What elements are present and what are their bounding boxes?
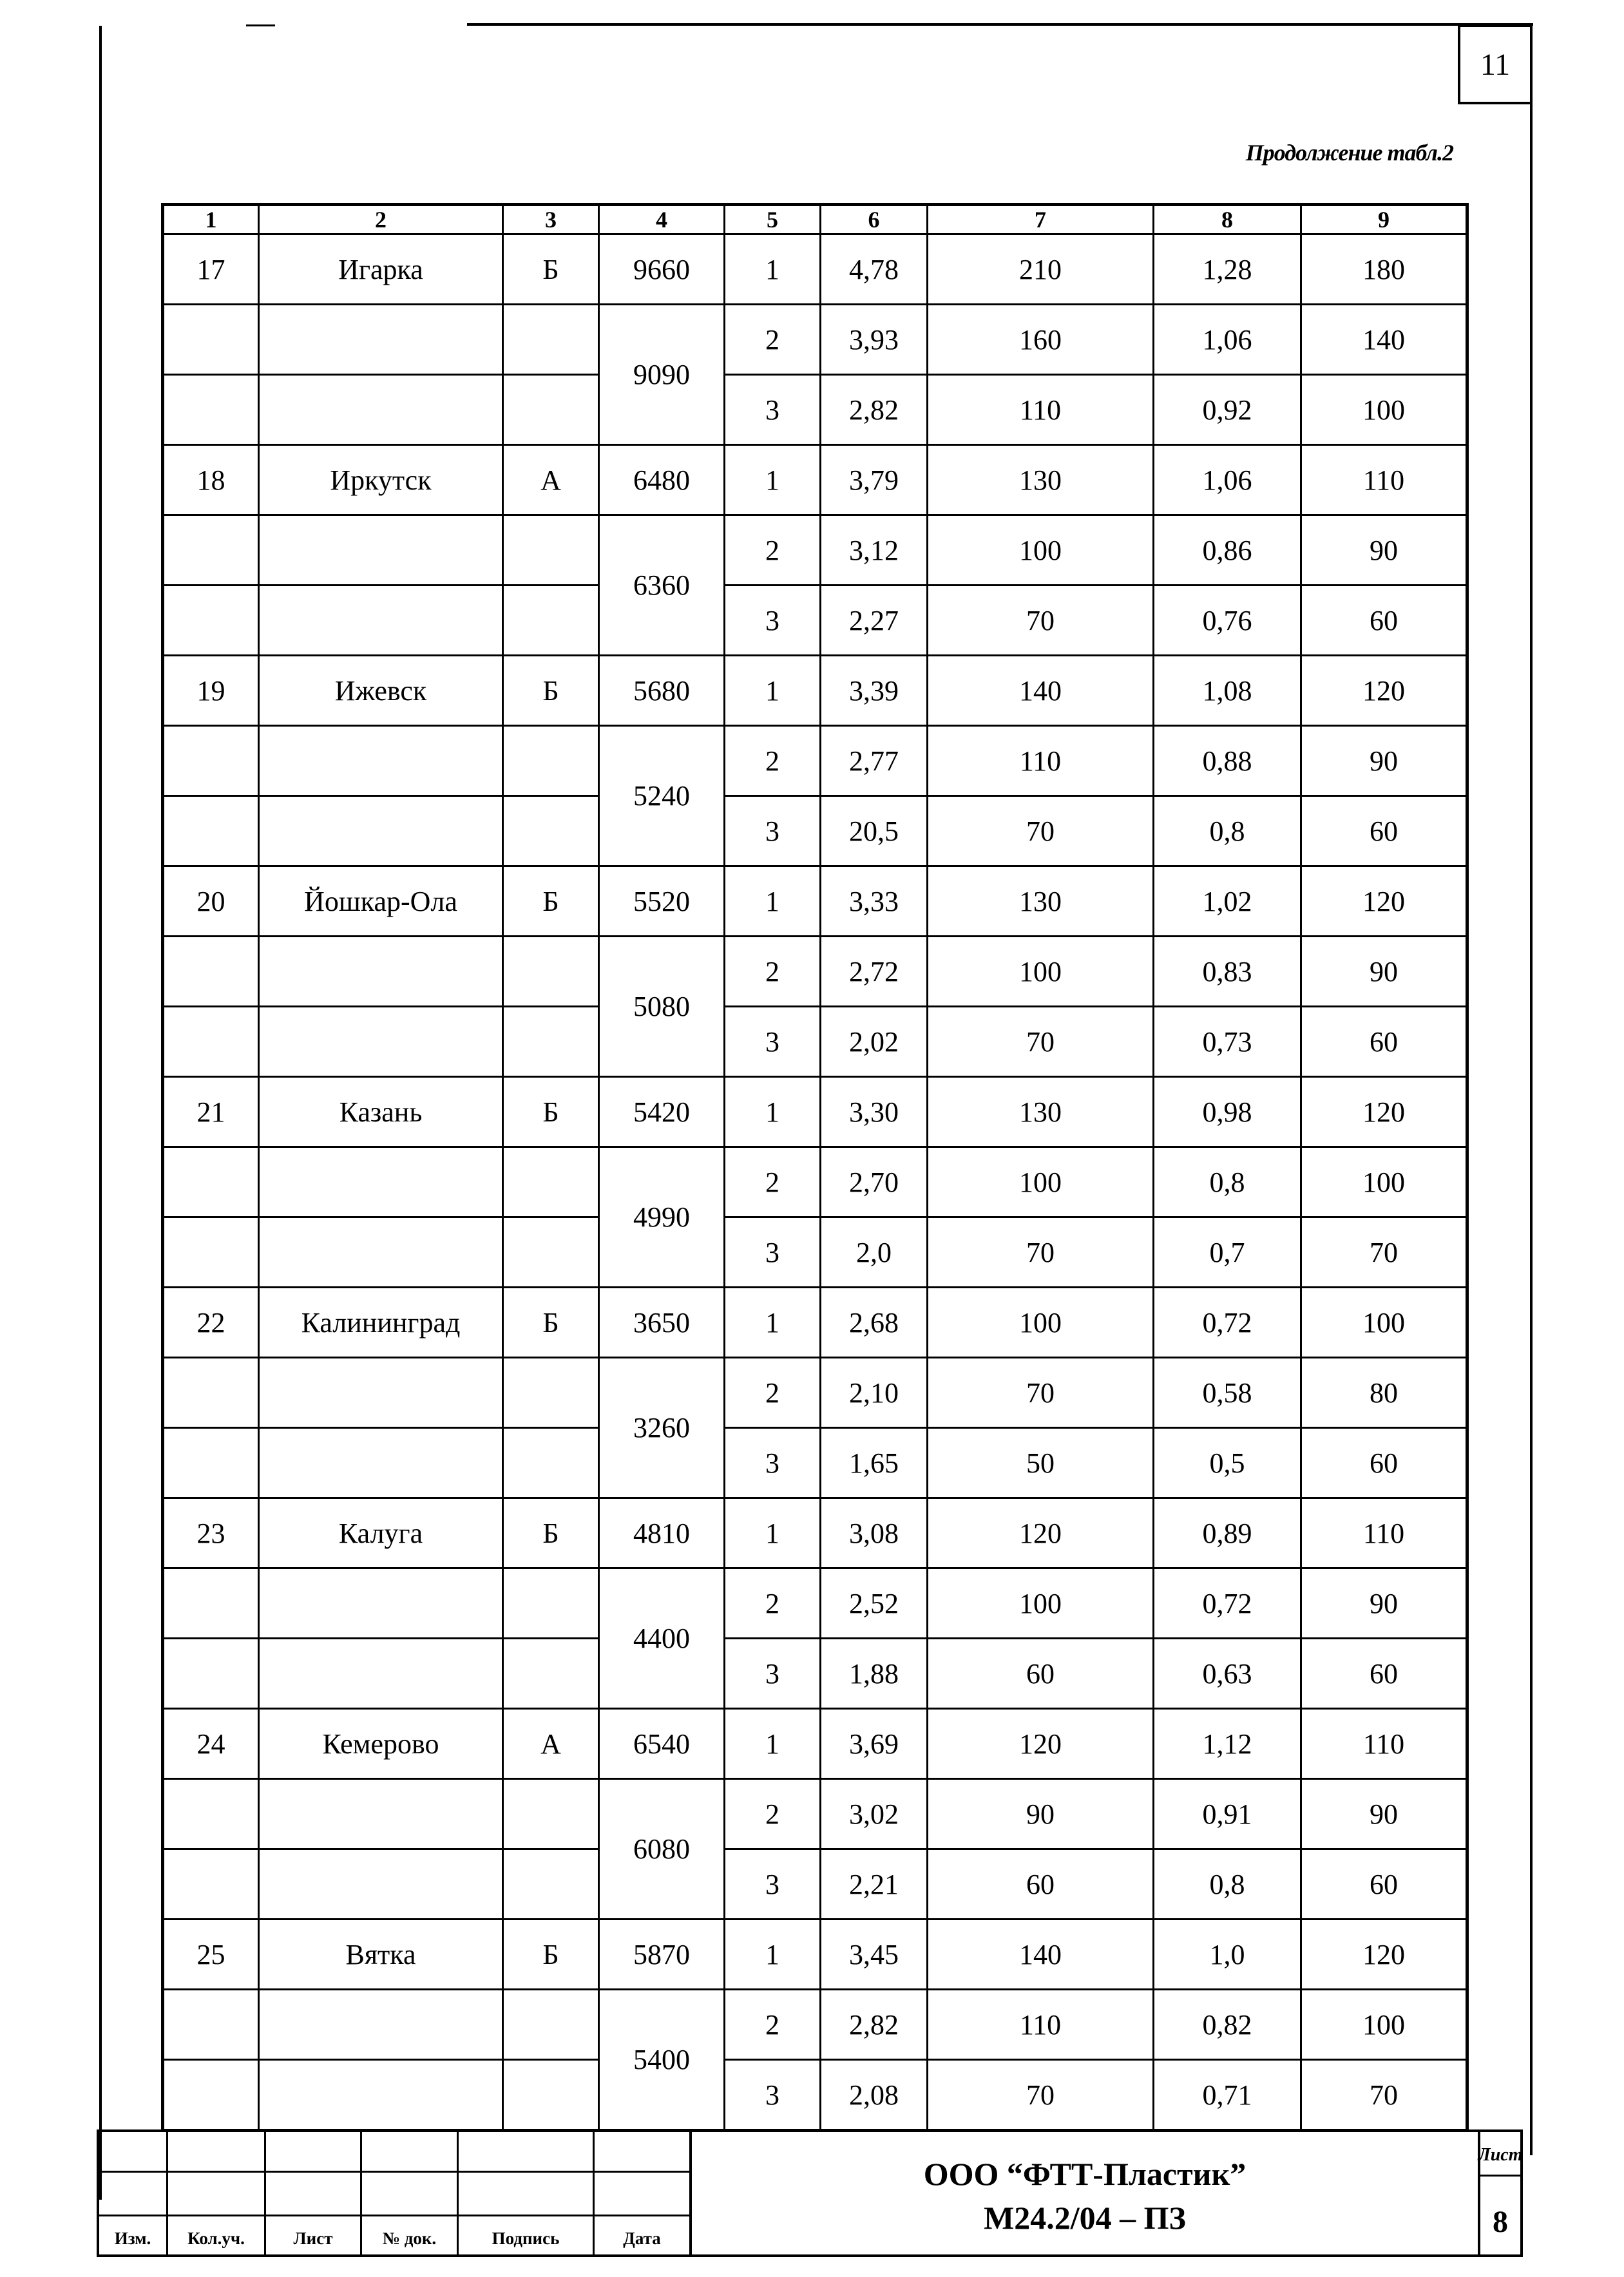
cell-col6: 2,68 bbox=[821, 1288, 928, 1358]
cell-col6: 2,77 bbox=[821, 726, 928, 796]
cell-city bbox=[259, 1849, 503, 1920]
cell-col7: 140 bbox=[928, 1920, 1154, 1990]
cell-col9: 90 bbox=[1301, 515, 1467, 586]
cell-col6: 1,65 bbox=[821, 1428, 928, 1498]
cell-col6: 3,39 bbox=[821, 656, 928, 726]
cell-col9: 120 bbox=[1301, 866, 1467, 937]
cell-city: Иркутск bbox=[259, 445, 503, 515]
cell-col7: 100 bbox=[928, 515, 1154, 586]
cell-col7: 70 bbox=[928, 586, 1154, 656]
cell-col5: 3 bbox=[725, 1849, 821, 1920]
cell-col4: 5520 bbox=[599, 866, 725, 937]
cell-city: Ижевск bbox=[259, 656, 503, 726]
cell-col9: 100 bbox=[1301, 1990, 1467, 2060]
cell-number: 25 bbox=[163, 1920, 259, 1990]
cell-col5: 3 bbox=[725, 796, 821, 866]
label-izm: Изм. bbox=[114, 2229, 151, 2248]
cell-city: Йошкар-Ола bbox=[259, 866, 503, 937]
cell-col9: 100 bbox=[1301, 375, 1467, 445]
cell-col5: 1 bbox=[725, 1498, 821, 1568]
cell-number bbox=[163, 1990, 259, 2060]
cell-col9: 110 bbox=[1301, 1498, 1467, 1568]
cell-col8: 1,28 bbox=[1154, 234, 1301, 305]
cell-col6: 3,08 bbox=[821, 1498, 928, 1568]
table-row bbox=[163, 937, 1467, 1007]
table-row bbox=[163, 1639, 1467, 1709]
cell-col7: 110 bbox=[928, 1990, 1154, 2060]
cell-col5: 1 bbox=[725, 1288, 821, 1358]
cell-col8: 0,98 bbox=[1154, 1077, 1301, 1147]
column-header: 5 bbox=[725, 205, 821, 234]
table-row bbox=[163, 1288, 1467, 1358]
cell-number bbox=[163, 375, 259, 445]
cell-col6: 4,78 bbox=[821, 234, 928, 305]
cell-zone bbox=[503, 1428, 599, 1498]
cell-zone: А bbox=[503, 445, 599, 515]
cell-city bbox=[259, 305, 503, 375]
cell-col5: 2 bbox=[725, 1990, 821, 2060]
cell-col4: 3260 bbox=[599, 1358, 725, 1498]
cell-col8: 0,8 bbox=[1154, 796, 1301, 866]
cell-city: Игарка bbox=[259, 234, 503, 305]
cell-zone bbox=[503, 1147, 599, 1217]
cell-col8: 1,06 bbox=[1154, 305, 1301, 375]
table-row bbox=[163, 1709, 1467, 1779]
cell-col8: 0,8 bbox=[1154, 1147, 1301, 1217]
table-row bbox=[163, 1990, 1467, 2060]
cell-col4: 5080 bbox=[599, 937, 725, 1077]
cell-col5: 1 bbox=[725, 866, 821, 937]
cell-city bbox=[259, 1217, 503, 1288]
cell-col4: 4990 bbox=[599, 1147, 725, 1288]
cell-col8: 0,82 bbox=[1154, 1990, 1301, 2060]
table-row bbox=[163, 445, 1467, 515]
cell-col5: 3 bbox=[725, 1428, 821, 1498]
table-row bbox=[163, 1358, 1467, 1428]
cell-zone bbox=[503, 1990, 599, 2060]
cell-city bbox=[259, 1147, 503, 1217]
table-row bbox=[163, 1007, 1467, 1077]
cell-col7: 70 bbox=[928, 2060, 1154, 2131]
table-header-row bbox=[163, 205, 1467, 234]
cell-col5: 1 bbox=[725, 234, 821, 305]
cell-col9: 120 bbox=[1301, 1920, 1467, 1990]
cell-zone bbox=[503, 2060, 599, 2131]
cell-col6: 3,93 bbox=[821, 305, 928, 375]
cell-number bbox=[163, 305, 259, 375]
cell-col6: 2,82 bbox=[821, 1990, 928, 2060]
cell-col6: 2,72 bbox=[821, 937, 928, 1007]
cell-col9: 60 bbox=[1301, 1428, 1467, 1498]
cell-number bbox=[163, 937, 259, 1007]
cell-number bbox=[163, 2060, 259, 2131]
cell-city: Калуга bbox=[259, 1498, 503, 1568]
cell-number bbox=[163, 1849, 259, 1920]
cell-col7: 100 bbox=[928, 937, 1154, 1007]
table-row bbox=[163, 1428, 1467, 1498]
cell-col7: 100 bbox=[928, 1288, 1154, 1358]
cell-zone bbox=[503, 1217, 599, 1288]
page-number-box bbox=[1458, 24, 1530, 104]
cell-city bbox=[259, 1568, 503, 1639]
cell-number bbox=[163, 1007, 259, 1077]
cell-col6: 3,79 bbox=[821, 445, 928, 515]
column-header: 1 bbox=[163, 205, 259, 234]
cell-col4: 5680 bbox=[599, 656, 725, 726]
cell-col8: 1,12 bbox=[1154, 1709, 1301, 1779]
cell-col9: 60 bbox=[1301, 1639, 1467, 1709]
cell-number: 22 bbox=[163, 1288, 259, 1358]
cell-city: Кемерово bbox=[259, 1709, 503, 1779]
cell-col6: 3,02 bbox=[821, 1779, 928, 1849]
cell-city bbox=[259, 2060, 503, 2131]
cell-city bbox=[259, 586, 503, 656]
cell-col7: 100 bbox=[928, 1147, 1154, 1217]
cell-col4: 3650 bbox=[599, 1288, 725, 1358]
label-date: Дата bbox=[623, 2229, 661, 2248]
cell-col8: 0,5 bbox=[1154, 1428, 1301, 1498]
cell-col8: 0,88 bbox=[1154, 726, 1301, 796]
cell-col5: 3 bbox=[725, 375, 821, 445]
cell-zone bbox=[503, 515, 599, 586]
cell-city bbox=[259, 1779, 503, 1849]
table-row bbox=[163, 796, 1467, 866]
cell-col7: 140 bbox=[928, 656, 1154, 726]
table-row bbox=[163, 515, 1467, 586]
cell-col8: 0,8 bbox=[1154, 1849, 1301, 1920]
cell-city bbox=[259, 1428, 503, 1498]
cell-number bbox=[163, 1428, 259, 1498]
cell-number: 17 bbox=[163, 234, 259, 305]
table-row bbox=[163, 305, 1467, 375]
cell-col4: 6540 bbox=[599, 1709, 725, 1779]
cell-col9: 60 bbox=[1301, 796, 1467, 866]
cell-zone bbox=[503, 1779, 599, 1849]
cell-col5: 2 bbox=[725, 726, 821, 796]
cell-zone: Б bbox=[503, 656, 599, 726]
cell-col8: 0,92 bbox=[1154, 375, 1301, 445]
cell-col6: 2,10 bbox=[821, 1358, 928, 1428]
cell-col5: 1 bbox=[725, 656, 821, 726]
cell-col6: 3,12 bbox=[821, 515, 928, 586]
cell-col9: 180 bbox=[1301, 234, 1467, 305]
cell-col6: 2,70 bbox=[821, 1147, 928, 1217]
table-row bbox=[163, 1920, 1467, 1990]
cell-col9: 80 bbox=[1301, 1358, 1467, 1428]
table-row bbox=[163, 726, 1467, 796]
cell-col4: 5400 bbox=[599, 1990, 725, 2131]
cell-col8: 0,73 bbox=[1154, 1007, 1301, 1077]
cell-number bbox=[163, 1358, 259, 1428]
cell-col7: 110 bbox=[928, 726, 1154, 796]
cell-col7: 60 bbox=[928, 1639, 1154, 1709]
cell-col7: 130 bbox=[928, 866, 1154, 937]
cell-col9: 140 bbox=[1301, 305, 1467, 375]
cell-col7: 100 bbox=[928, 1568, 1154, 1639]
cell-col9: 90 bbox=[1301, 1779, 1467, 1849]
cell-col7: 130 bbox=[928, 445, 1154, 515]
cell-col5: 3 bbox=[725, 1007, 821, 1077]
cell-col7: 130 bbox=[928, 1077, 1154, 1147]
cell-col9: 120 bbox=[1301, 656, 1467, 726]
page-number: 11 bbox=[1480, 47, 1511, 82]
table-row bbox=[163, 1217, 1467, 1288]
cell-col6: 2,02 bbox=[821, 1007, 928, 1077]
cell-number bbox=[163, 796, 259, 866]
cell-col7: 70 bbox=[928, 796, 1154, 866]
cell-zone bbox=[503, 375, 599, 445]
cell-zone: Б bbox=[503, 1920, 599, 1990]
cell-col8: 0,72 bbox=[1154, 1288, 1301, 1358]
cell-col9: 70 bbox=[1301, 1217, 1467, 1288]
organization-name: ООО “ФТТ-Пластик” bbox=[923, 2156, 1247, 2192]
cell-col6: 2,27 bbox=[821, 586, 928, 656]
cell-number bbox=[163, 726, 259, 796]
cell-city bbox=[259, 796, 503, 866]
cell-col8: 0,71 bbox=[1154, 2060, 1301, 2131]
data-table bbox=[161, 203, 1469, 2132]
cell-col8: 0,63 bbox=[1154, 1639, 1301, 1709]
cell-col8: 0,58 bbox=[1154, 1358, 1301, 1428]
cell-col9: 60 bbox=[1301, 1849, 1467, 1920]
cell-col8: 1,02 bbox=[1154, 866, 1301, 937]
cell-number: 18 bbox=[163, 445, 259, 515]
cell-col5: 2 bbox=[725, 1779, 821, 1849]
cell-number bbox=[163, 1217, 259, 1288]
cell-col4: 6480 bbox=[599, 445, 725, 515]
column-header: 9 bbox=[1301, 205, 1467, 234]
cell-zone bbox=[503, 1849, 599, 1920]
cell-col6: 3,69 bbox=[821, 1709, 928, 1779]
cell-zone: А bbox=[503, 1709, 599, 1779]
table-row bbox=[163, 1568, 1467, 1639]
cell-col5: 1 bbox=[725, 1709, 821, 1779]
cell-col7: 120 bbox=[928, 1498, 1154, 1568]
cell-col4: 5420 bbox=[599, 1077, 725, 1147]
table-row bbox=[163, 1498, 1467, 1568]
cell-col9: 70 bbox=[1301, 2060, 1467, 2131]
continuation-note: Продолжение табл.2 bbox=[1245, 140, 1453, 166]
cell-col4: 6360 bbox=[599, 515, 725, 656]
cell-zone bbox=[503, 305, 599, 375]
cell-zone: Б bbox=[503, 1077, 599, 1147]
label-kol-uch: Кол.уч. bbox=[187, 2229, 245, 2248]
cell-col6: 3,30 bbox=[821, 1077, 928, 1147]
frame-right-border bbox=[1530, 23, 1533, 2155]
cell-col9: 100 bbox=[1301, 1288, 1467, 1358]
table-row bbox=[163, 1849, 1467, 1920]
cell-zone: Б bbox=[503, 1498, 599, 1568]
cell-col8: 0,72 bbox=[1154, 1568, 1301, 1639]
cell-number: 23 bbox=[163, 1498, 259, 1568]
cell-zone: Б bbox=[503, 1288, 599, 1358]
cell-col5: 2 bbox=[725, 1568, 821, 1639]
cell-col5: 3 bbox=[725, 2060, 821, 2131]
cell-col4: 4810 bbox=[599, 1498, 725, 1568]
cell-col6: 20,5 bbox=[821, 796, 928, 866]
cell-col4: 9660 bbox=[599, 234, 725, 305]
cell-col4: 5870 bbox=[599, 1920, 725, 1990]
cell-zone: Б bbox=[503, 866, 599, 937]
cell-col4: 4400 bbox=[599, 1568, 725, 1709]
cell-col9: 110 bbox=[1301, 445, 1467, 515]
label-doc-number: № док. bbox=[382, 2229, 437, 2248]
cell-col7: 50 bbox=[928, 1428, 1154, 1498]
cell-city: Калининград bbox=[259, 1288, 503, 1358]
cell-col8: 0,89 bbox=[1154, 1498, 1301, 1568]
cell-city: Казань bbox=[259, 1077, 503, 1147]
cell-col5: 3 bbox=[725, 1217, 821, 1288]
cell-col5: 3 bbox=[725, 1639, 821, 1709]
cell-col6: 2,82 bbox=[821, 375, 928, 445]
title-block bbox=[97, 2129, 1523, 2257]
cell-col5: 3 bbox=[725, 586, 821, 656]
cell-zone bbox=[503, 726, 599, 796]
document-code: М24.2/04 – ПЗ bbox=[984, 2200, 1186, 2236]
cell-col5: 2 bbox=[725, 937, 821, 1007]
cell-col8: 0,83 bbox=[1154, 937, 1301, 1007]
sheet-number: 8 bbox=[1493, 2205, 1508, 2239]
cell-col6: 2,08 bbox=[821, 2060, 928, 2131]
table-row bbox=[163, 586, 1467, 656]
cell-col7: 160 bbox=[928, 305, 1154, 375]
cell-zone bbox=[503, 586, 599, 656]
sheet-label: Лист bbox=[1478, 2145, 1523, 2165]
cell-col7: 210 bbox=[928, 234, 1154, 305]
cell-col7: 70 bbox=[928, 1217, 1154, 1288]
cell-col5: 1 bbox=[725, 445, 821, 515]
cell-number: 21 bbox=[163, 1077, 259, 1147]
cell-city bbox=[259, 726, 503, 796]
cell-col9: 90 bbox=[1301, 1568, 1467, 1639]
cell-col5: 2 bbox=[725, 305, 821, 375]
column-header: 2 bbox=[259, 205, 503, 234]
cell-city bbox=[259, 1639, 503, 1709]
cell-col6: 3,45 bbox=[821, 1920, 928, 1990]
table-row bbox=[163, 1779, 1467, 1849]
cell-zone bbox=[503, 1568, 599, 1639]
cell-col8: 1,0 bbox=[1154, 1920, 1301, 1990]
cell-col9: 90 bbox=[1301, 937, 1467, 1007]
cell-col4: 5240 bbox=[599, 726, 725, 866]
cell-col8: 0,7 bbox=[1154, 1217, 1301, 1288]
cell-zone bbox=[503, 1639, 599, 1709]
table-row bbox=[163, 2060, 1467, 2131]
cell-city bbox=[259, 937, 503, 1007]
column-header: 6 bbox=[821, 205, 928, 234]
cell-col6: 2,52 bbox=[821, 1568, 928, 1639]
cell-col6: 1,88 bbox=[821, 1639, 928, 1709]
frame-top-border bbox=[467, 23, 1533, 26]
cell-city bbox=[259, 1990, 503, 2060]
cell-col7: 70 bbox=[928, 1007, 1154, 1077]
cell-col9: 60 bbox=[1301, 1007, 1467, 1077]
cell-number bbox=[163, 1639, 259, 1709]
cell-number bbox=[163, 1779, 259, 1849]
cell-col7: 70 bbox=[928, 1358, 1154, 1428]
cell-col9: 60 bbox=[1301, 586, 1467, 656]
cell-city bbox=[259, 375, 503, 445]
table-body bbox=[163, 234, 1467, 2131]
cell-col7: 120 bbox=[928, 1709, 1154, 1779]
table-row bbox=[163, 375, 1467, 445]
cell-col7: 90 bbox=[928, 1779, 1154, 1849]
cell-zone bbox=[503, 1358, 599, 1428]
cell-col6: 3,33 bbox=[821, 866, 928, 937]
cell-col5: 2 bbox=[725, 1358, 821, 1428]
table-row bbox=[163, 1077, 1467, 1147]
cell-col5: 1 bbox=[725, 1077, 821, 1147]
frame-top-mark bbox=[246, 24, 275, 26]
cell-col8: 1,08 bbox=[1154, 656, 1301, 726]
cell-col8: 0,76 bbox=[1154, 586, 1301, 656]
cell-col4: 6080 bbox=[599, 1779, 725, 1920]
column-header: 8 bbox=[1154, 205, 1301, 234]
frame-left-border bbox=[99, 26, 102, 2200]
table-row bbox=[163, 1147, 1467, 1217]
column-header: 7 bbox=[928, 205, 1154, 234]
cell-zone bbox=[503, 937, 599, 1007]
cell-number bbox=[163, 1568, 259, 1639]
cell-col5: 2 bbox=[725, 515, 821, 586]
cell-number: 24 bbox=[163, 1709, 259, 1779]
cell-zone bbox=[503, 1007, 599, 1077]
cell-number: 19 bbox=[163, 656, 259, 726]
cell-col8: 0,91 bbox=[1154, 1779, 1301, 1849]
cell-city: Вятка bbox=[259, 1920, 503, 1990]
cell-col8: 1,06 bbox=[1154, 445, 1301, 515]
cell-city bbox=[259, 1358, 503, 1428]
cell-col7: 110 bbox=[928, 375, 1154, 445]
cell-zone: Б bbox=[503, 234, 599, 305]
cell-number: 20 bbox=[163, 866, 259, 937]
cell-col5: 1 bbox=[725, 1920, 821, 1990]
cell-zone bbox=[503, 796, 599, 866]
cell-col8: 0,86 bbox=[1154, 515, 1301, 586]
cell-col9: 110 bbox=[1301, 1709, 1467, 1779]
cell-col9: 100 bbox=[1301, 1147, 1467, 1217]
cell-number bbox=[163, 586, 259, 656]
column-header: 4 bbox=[599, 205, 725, 234]
label-list: Лист bbox=[293, 2229, 333, 2248]
cell-col6: 2,21 bbox=[821, 1849, 928, 1920]
cell-col5: 2 bbox=[725, 1147, 821, 1217]
cell-number bbox=[163, 1147, 259, 1217]
label-signature: Подпись bbox=[492, 2229, 560, 2248]
table-row bbox=[163, 234, 1467, 305]
table-row bbox=[163, 866, 1467, 937]
cell-col6: 2,0 bbox=[821, 1217, 928, 1288]
cell-city bbox=[259, 515, 503, 586]
cell-col4: 9090 bbox=[599, 305, 725, 445]
cell-city bbox=[259, 1007, 503, 1077]
cell-number bbox=[163, 515, 259, 586]
cell-col7: 60 bbox=[928, 1849, 1154, 1920]
cell-col9: 120 bbox=[1301, 1077, 1467, 1147]
cell-col9: 90 bbox=[1301, 726, 1467, 796]
table-row bbox=[163, 656, 1467, 726]
column-header: 3 bbox=[503, 205, 599, 234]
